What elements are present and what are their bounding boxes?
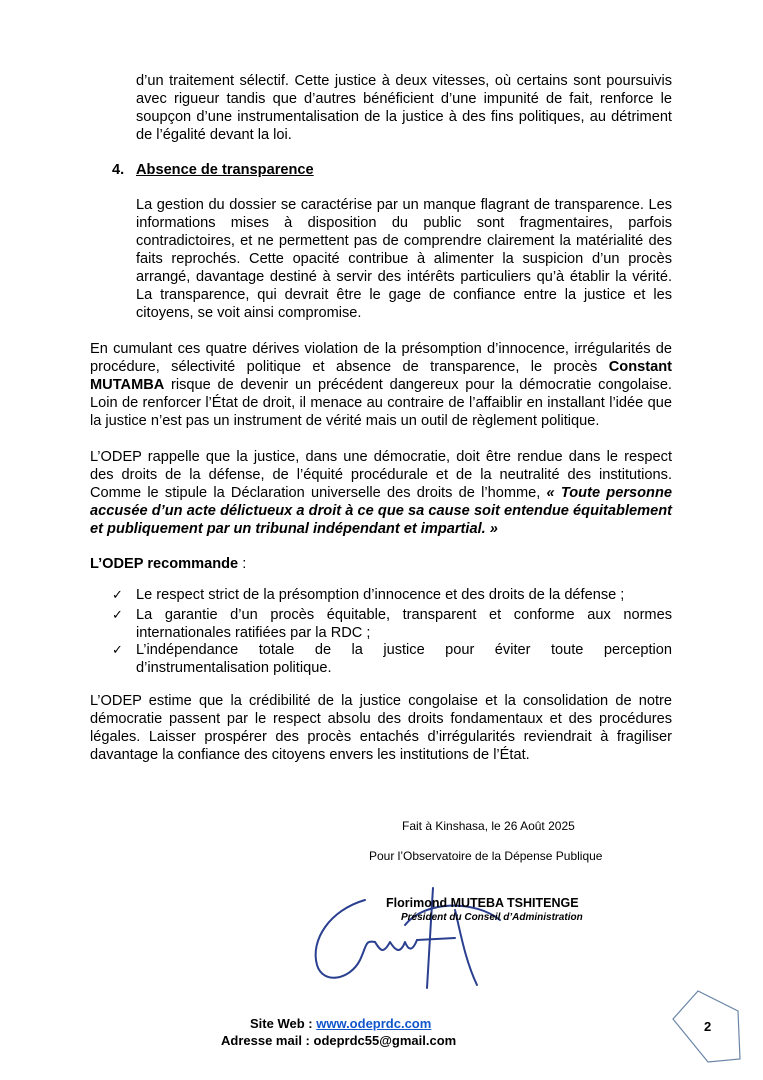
cumul-text-end: risque de devenir un précédent dangereux pour la démocratie congolaise. Loin de renforcer l’État de droit, il menace au contraire de l’affaiblir en installant l’idée que la justice n’est pas un instrument de vérité mais un outil de règlement politique.: [90, 377, 672, 429]
recommendation-text: Le respect strict de la présomption d’innocence et des droits de la défense ;: [136, 587, 625, 603]
signatory-name: Florimond MUTEBA TSHITENGE: [386, 896, 579, 910]
checkmark-icon: ✓: [112, 607, 123, 622]
email-value: odeprdc55@gmail.com: [313, 1033, 457, 1048]
section-title: Absence de transparence: [136, 162, 314, 178]
signatory-role: Président du Conseil d’Administration: [401, 912, 583, 923]
website-label: Site Web :: [250, 1016, 317, 1031]
paragraph-cumul: [90, 340, 672, 430]
section-4-heading: [112, 161, 314, 179]
recommendation-text: La garantie d’un procès équitable, transparent et conforme aux normes internationales ratifiées par la RDC ;: [136, 607, 672, 641]
organization-line: Pour l’Observatoire de la Dépense Publique: [369, 849, 603, 863]
checkmark-icon: ✓: [112, 642, 123, 657]
recommendations-heading-bold: L’ODEP recommande: [90, 556, 239, 572]
rappel-text: L’ODEP rappelle que la justice, dans une démocratie, doit être rendue dans le respect des droits de la défense, de l’équité procédurale et de la neutralité des institutions. Comme le stipule la Déclaration universelle des droits de l’homme,: [90, 449, 672, 501]
udhr-quote: « Toute personne accusée d’un acte délictueux a droit à ce que sa cause soit entendue équitablement et publiquement par un tribunal indépendant et impartial. »: [90, 485, 672, 537]
recommendation-text: L’indépendance totale de la justice pour éviter toute perception d’instrumentalisation politique.: [136, 642, 672, 676]
recommendations-heading-colon: :: [238, 556, 247, 572]
website-link[interactable]: www.odeprdc.com: [316, 1016, 432, 1031]
cumul-text-start: En cumulant ces quatre dérives violation de la présomption d’innocence, irrégularités de procédure, sélectivité politique et absence de transparence, le procès: [90, 341, 672, 375]
checkmark-icon: ✓: [112, 587, 123, 602]
paragraph-conclusion: L’ODEP estime que la crédibilité de la justice congolaise et la consolidation de notre démocratie passent par le respect absolu des droits fondamentaux et des procédures légales. Laisser prospérer des procès entachés d’irrégularités reviendrait à fragiliser davantage la confiance des citoyens envers les institutions de l’État.: [90, 693, 672, 763]
recommendations-heading: [90, 555, 672, 573]
footer-email: [221, 1032, 456, 1049]
section-number: 4.: [112, 162, 125, 178]
paragraph-continuation: d’un traitement sélectif. Cette justice à deux vitesses, où certains sont poursuivis avec rigueur tandis que d’autres bénéficient d’une impunité de fait, renforce le soupçon d’une instrumentalisation de la justice à des fins politiques, au détriment de l’égalité devant la loi.: [136, 73, 672, 143]
date-place-line: Fait à Kinshasa, le 26 Août 2025: [402, 819, 575, 833]
paragraph-rappel: [90, 448, 672, 538]
paragraph-transparency: La gestion du dossier se caractérise par un manque flagrant de transparence. Les informations mises à disposition du public sont fragmentaires, parfois contradictoires, et ne permettent pas de comprendre clairement la matérialité des faits reprochés. Cette opacité contribue à alimenter la suspicion d’un procès arrangé, davantage destiné à servir des intérêts particuliers qu’à établir la vérité. La transparence, qui devrait être le gage de confiance entre la justice et les citoyens, se voit ainsi compromise.: [136, 197, 672, 321]
footer-website: [250, 1015, 431, 1032]
defendant-name: Constant MUTAMBA: [90, 359, 672, 393]
email-label: Adresse mail :: [221, 1033, 314, 1048]
page-number: 2: [704, 1019, 712, 1034]
